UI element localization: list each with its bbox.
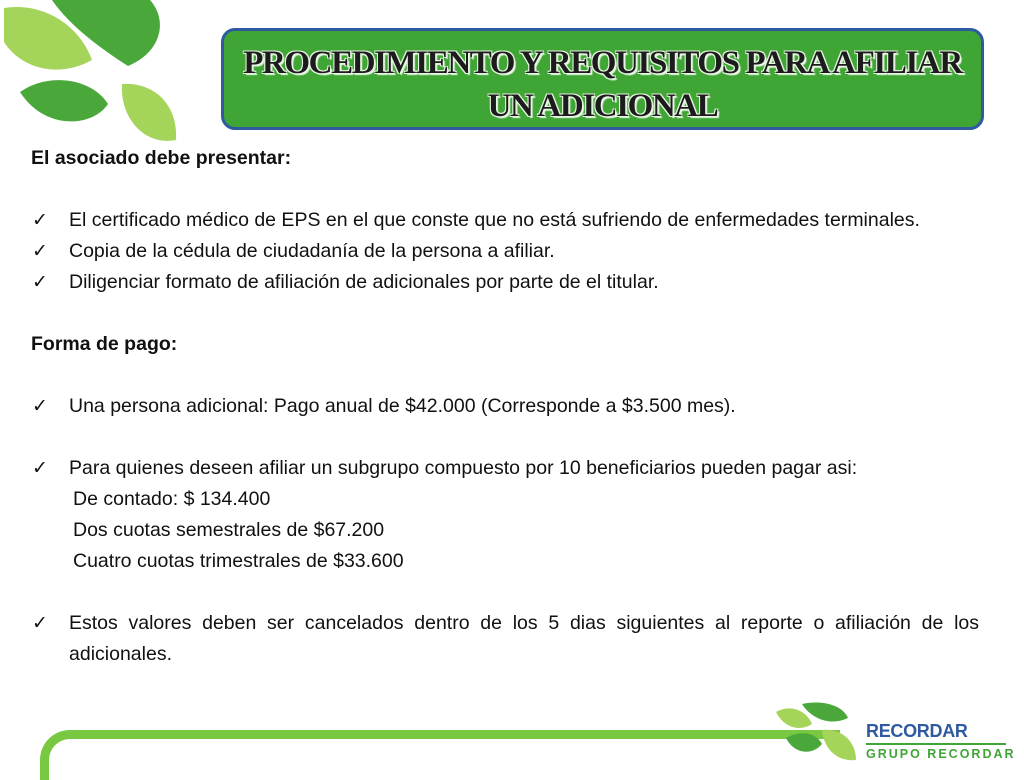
requirement-item xyxy=(31,236,979,267)
brand-name: RECORDAR xyxy=(866,721,968,741)
payment-single-item xyxy=(31,391,979,422)
leaf-logo-icon xyxy=(0,0,190,150)
payment-group-item xyxy=(31,453,979,484)
checkmark-icon: ✓ xyxy=(32,613,48,634)
payment-option: De contado: $ 134.400 xyxy=(73,488,271,510)
brand-subtitle: GRUPO RECORDAR xyxy=(866,747,1016,761)
payment-deadline-item xyxy=(31,608,979,670)
requirement-text: Copia de la cédula de ciudadanía de la persona a afiliar. xyxy=(69,240,555,262)
payment-option: Dos cuotas semestrales de $67.200 xyxy=(73,519,385,541)
requirement-text: El certificado médico de EPS en el que conste que no está sufriendo de enfermedades terminales. xyxy=(69,209,920,231)
payment-option: Cuatro cuotas trimestrales de $33.600 xyxy=(73,550,404,572)
checkmark-icon: ✓ xyxy=(32,396,48,417)
payment-single-text: Una persona adicional: Pago anual de $42.000 (Corresponde a $3.500 mes). xyxy=(69,395,736,417)
requirement-item xyxy=(31,267,979,298)
brand-wordmark xyxy=(866,720,1016,761)
slide-content xyxy=(31,143,979,670)
requirement-text: Diligenciar formato de afiliación de adicionales por parte de el titular. xyxy=(69,271,659,293)
checkmark-icon: ✓ xyxy=(32,241,48,262)
payment-group-text: Para quienes deseen afiliar un subgrupo compuesto por 10 beneficiarios pueden pagar asi: xyxy=(69,457,858,479)
payment-heading: Forma de pago: xyxy=(31,333,178,355)
title-line-1: PROCEDIMIENTO Y REQUISITOS PARA AFILIAR xyxy=(243,45,962,81)
requirements-heading: El asociado debe presentar: xyxy=(31,147,292,169)
checkmark-icon: ✓ xyxy=(32,210,48,231)
requirement-item xyxy=(31,205,979,236)
title-banner xyxy=(221,28,984,130)
brand-divider xyxy=(866,743,1006,745)
checkmark-icon: ✓ xyxy=(32,458,48,479)
leaf-logo-icon xyxy=(772,700,864,764)
title-line-2: UN ADICIONAL xyxy=(487,88,718,124)
checkmark-icon: ✓ xyxy=(32,272,48,293)
bottom-decorative-bar xyxy=(40,730,840,780)
payment-deadline-text: Estos valores deben ser cancelados dentro de los 5 dias siguientes al reporte o afiliación de los adicionales. xyxy=(69,612,979,665)
